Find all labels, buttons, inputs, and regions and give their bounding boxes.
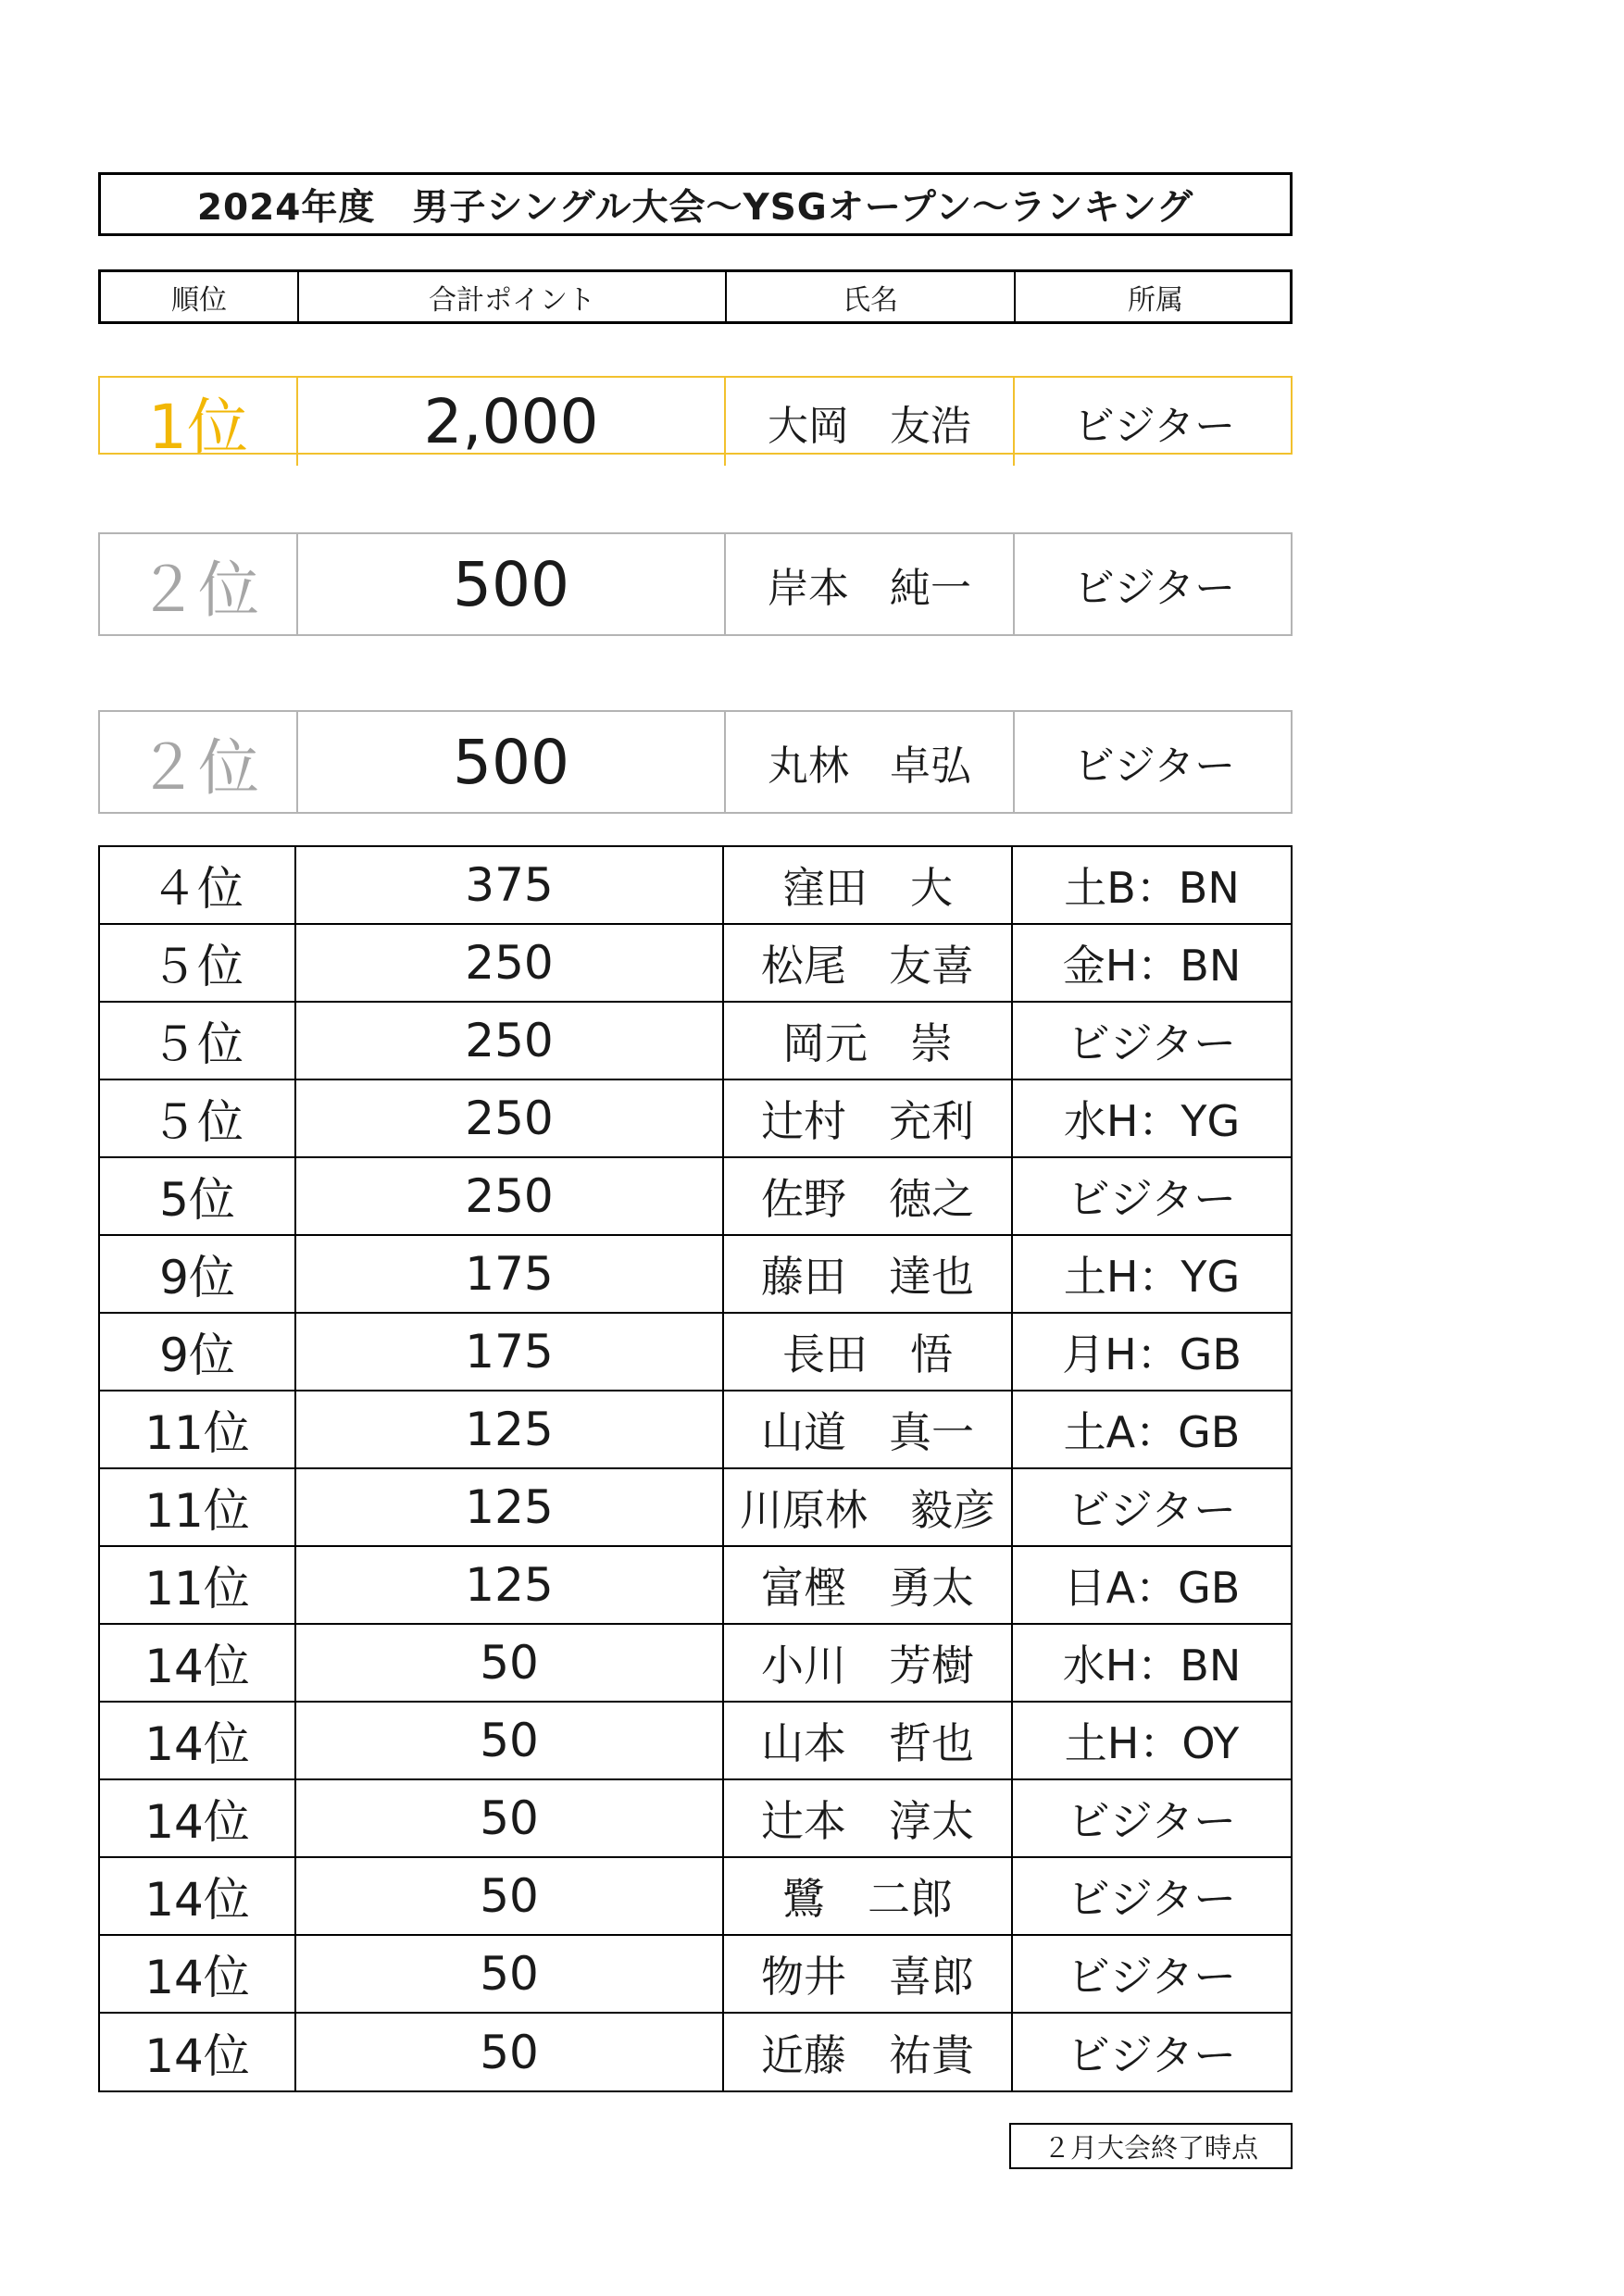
affiliation-cell: 月H：GB bbox=[1062, 1329, 1242, 1379]
name-cell: 窪田 大 bbox=[724, 847, 1013, 923]
points-cell: 250 bbox=[296, 925, 724, 1001]
name-cell: 岡元 崇 bbox=[724, 1003, 1013, 1079]
rank-cell: ２位 bbox=[100, 712, 298, 812]
rank-cell: 11位 bbox=[100, 1547, 296, 1623]
table-row bbox=[100, 1858, 1291, 1936]
table-row bbox=[100, 1547, 1291, 1625]
rank-cell: 14位 bbox=[100, 1780, 296, 1856]
table-row bbox=[100, 2014, 1291, 2090]
points-cell: 250 bbox=[296, 1003, 724, 1079]
rank-cell: 9位 bbox=[100, 1236, 296, 1312]
points-cell: 175 bbox=[296, 1236, 724, 1312]
table-row bbox=[100, 925, 1291, 1003]
name-cell: 山本 哲也 bbox=[724, 1703, 1013, 1778]
name-cell: 辻村 充利 bbox=[724, 1080, 1013, 1156]
affiliation-cell: 土H：YG bbox=[1063, 1252, 1241, 1302]
rank-cell: 9位 bbox=[100, 1314, 296, 1390]
points-cell: 375 bbox=[296, 847, 724, 923]
name-cell: 松尾 友喜 bbox=[724, 925, 1013, 1001]
name-cell: 大岡 友浩 bbox=[726, 378, 1015, 466]
table-row bbox=[100, 1936, 1291, 2014]
name-cell: 藤田 達也 bbox=[724, 1236, 1013, 1312]
rank-cell: 14位 bbox=[100, 1936, 296, 2012]
affiliation-cell: 水H：YG bbox=[1063, 1096, 1241, 1146]
points-cell: 125 bbox=[296, 1547, 724, 1623]
table-row bbox=[100, 1158, 1291, 1236]
ranking-table bbox=[98, 845, 1293, 2092]
name-cell: 富樫 勇太 bbox=[724, 1547, 1013, 1623]
rank-cell: 11位 bbox=[100, 1469, 296, 1545]
name-cell: 小川 芳樹 bbox=[724, 1625, 1013, 1701]
rank-cell: ２位 bbox=[100, 534, 298, 634]
table-row bbox=[100, 1080, 1291, 1158]
rank-cell: 1位 bbox=[100, 378, 298, 466]
rank-cell: ４位 bbox=[100, 847, 296, 923]
name-cell: 丸林 卓弘 bbox=[726, 712, 1015, 812]
affiliation-cell: ビジター bbox=[1067, 1485, 1237, 1535]
header-affiliation: 所属 bbox=[1128, 283, 1183, 317]
affiliation-cell: ビジター bbox=[1067, 1874, 1237, 1924]
points-cell: 50 bbox=[296, 1780, 724, 1856]
affiliation-cell: ビジター bbox=[1073, 402, 1236, 450]
name-cell: 物井 喜郎 bbox=[724, 1936, 1013, 2012]
name-cell: 長田 悟 bbox=[724, 1314, 1013, 1390]
affiliation-cell: ビジター bbox=[1067, 1952, 1237, 2002]
rank-cell: 14位 bbox=[100, 1703, 296, 1778]
affiliation-cell: 土A：GB bbox=[1063, 1407, 1241, 1457]
name-cell: 岸本 純一 bbox=[726, 534, 1015, 634]
table-row bbox=[100, 1236, 1291, 1314]
points-cell: 125 bbox=[296, 1469, 724, 1545]
points-cell: 2,000 bbox=[298, 378, 726, 466]
rank-cell: 5位 bbox=[100, 1158, 296, 1234]
rank-cell: ５位 bbox=[100, 1080, 296, 1156]
rank-cell: 11位 bbox=[100, 1391, 296, 1467]
rank-row-first bbox=[98, 376, 1293, 463]
header-rank: 順位 bbox=[101, 272, 299, 321]
points-cell: 250 bbox=[296, 1080, 724, 1156]
affiliation-cell: ビジター bbox=[1073, 742, 1236, 790]
table-row bbox=[100, 1003, 1291, 1080]
points-cell: 50 bbox=[296, 2014, 724, 2090]
rank-row-second-b bbox=[98, 710, 1293, 814]
points-cell: 50 bbox=[296, 1625, 724, 1701]
table-row bbox=[100, 1391, 1291, 1469]
header-name: 氏名 bbox=[727, 272, 1016, 321]
points-cell: 50 bbox=[296, 1703, 724, 1778]
page-title: 2024年度 男子シングル大会～YSGオープン～ランキング bbox=[98, 172, 1293, 236]
points-cell: 175 bbox=[296, 1314, 724, 1390]
rank-cell: 14位 bbox=[100, 2014, 296, 2090]
points-cell: 500 bbox=[298, 534, 726, 634]
affiliation-cell: 土H：OY bbox=[1064, 1718, 1240, 1768]
affiliation-cell: ビジター bbox=[1073, 565, 1236, 612]
table-header bbox=[98, 269, 1293, 324]
name-cell: 佐野 徳之 bbox=[724, 1158, 1013, 1234]
rank-row-second-a bbox=[98, 532, 1293, 636]
table-row bbox=[100, 847, 1291, 925]
rank-cell: 14位 bbox=[100, 1625, 296, 1701]
table-row bbox=[100, 1314, 1291, 1391]
name-cell: 山道 真一 bbox=[724, 1391, 1013, 1467]
rank-cell: 14位 bbox=[100, 1858, 296, 1934]
affiliation-cell: 水H：BN bbox=[1062, 1641, 1242, 1691]
points-cell: 50 bbox=[296, 1936, 724, 2012]
name-cell: 川原林 毅彦 bbox=[724, 1469, 1013, 1545]
table-row bbox=[100, 1780, 1291, 1858]
footnote: ２月大会終了時点 bbox=[1009, 2123, 1293, 2169]
points-cell: 125 bbox=[296, 1391, 724, 1467]
header-points: 合計ポイント bbox=[299, 272, 727, 321]
rank-cell: ５位 bbox=[100, 1003, 296, 1079]
rank-cell: ５位 bbox=[100, 925, 296, 1001]
points-cell: 250 bbox=[296, 1158, 724, 1234]
points-cell: 500 bbox=[298, 712, 726, 812]
name-cell: 辻本 淳太 bbox=[724, 1780, 1013, 1856]
affiliation-cell: ビジター bbox=[1067, 1174, 1237, 1224]
affiliation-cell: 土B：BN bbox=[1064, 863, 1240, 913]
points-cell: 50 bbox=[296, 1858, 724, 1934]
name-cell: 近藤 祐貴 bbox=[724, 2014, 1013, 2090]
affiliation-cell: 日A：GB bbox=[1063, 1563, 1241, 1613]
name-cell: 鷺 二郎 bbox=[724, 1858, 1013, 1934]
table-row bbox=[100, 1625, 1291, 1703]
affiliation-cell: ビジター bbox=[1067, 2029, 1237, 2080]
affiliation-cell: ビジター bbox=[1067, 1018, 1237, 1068]
affiliation-cell: 金H：BN bbox=[1062, 941, 1242, 991]
affiliation-cell: ビジター bbox=[1067, 1796, 1237, 1846]
table-row bbox=[100, 1469, 1291, 1547]
table-row bbox=[100, 1703, 1291, 1780]
